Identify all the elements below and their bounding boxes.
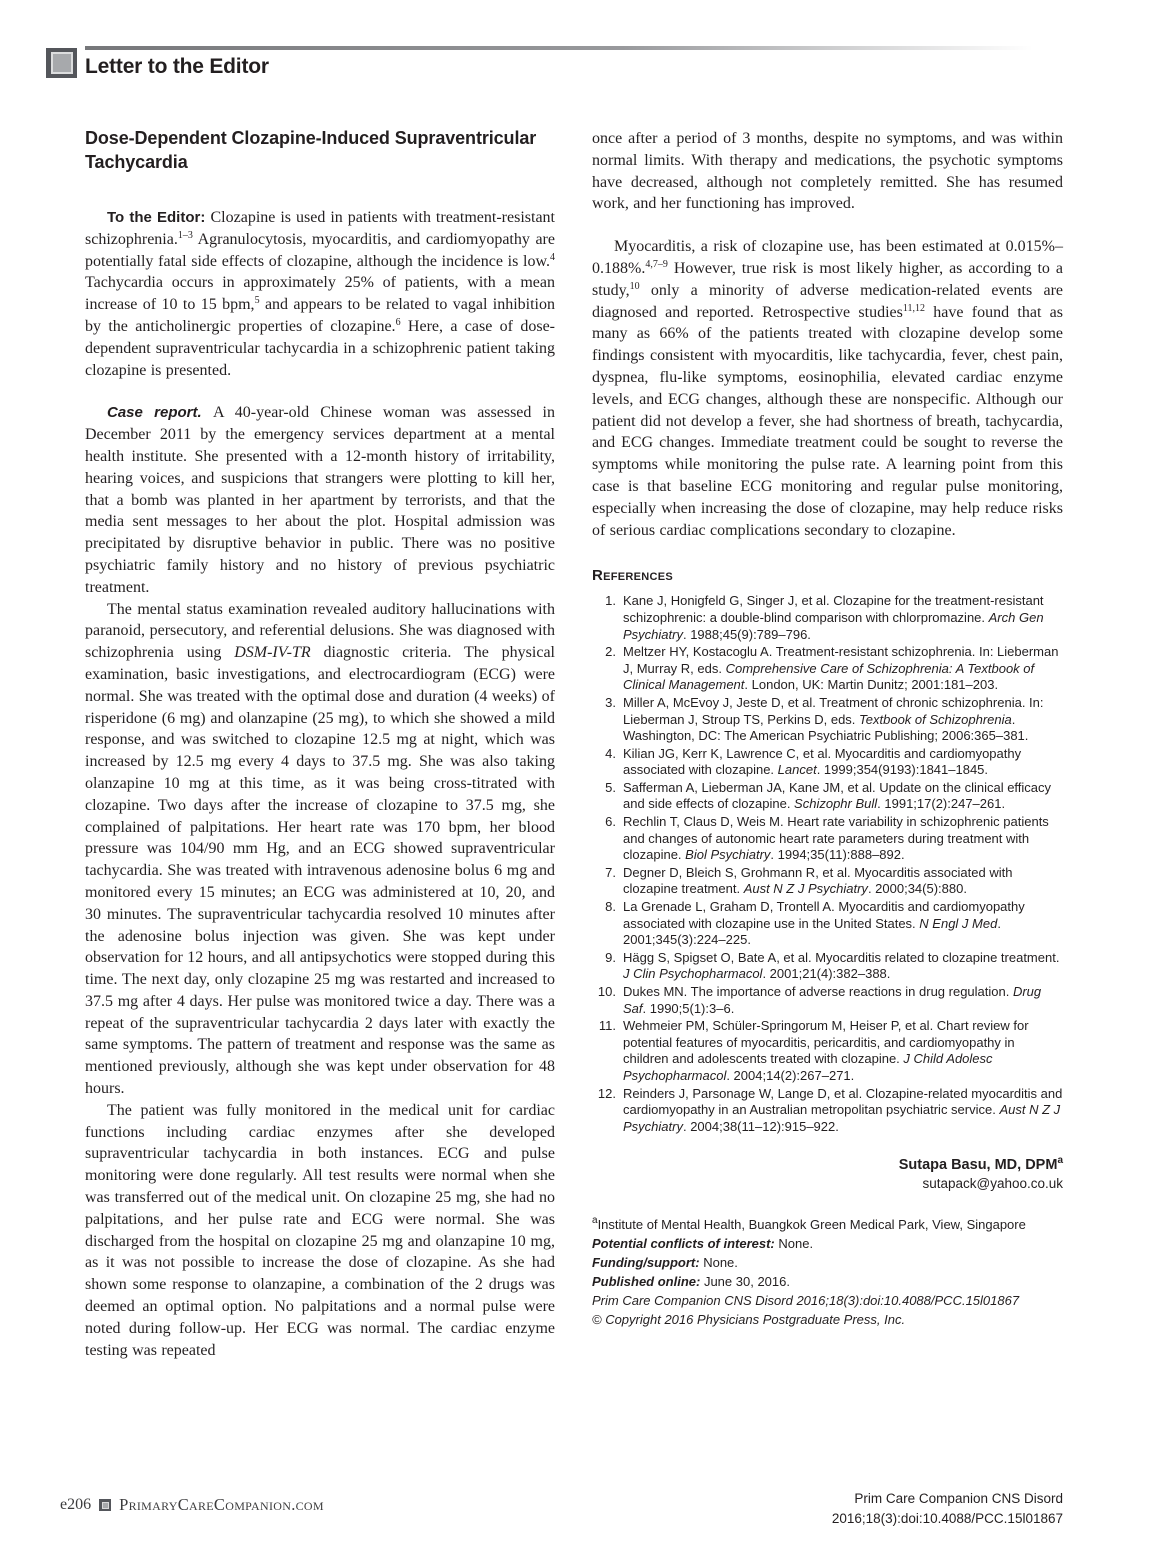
reference-text: Safferman A, Lieberman JA, Kane JM, et al. Update on the clinical efficacy and side effects of clozapine. Schizophr Bull. 1991;17(2):247–261.: [623, 779, 1052, 812]
paragraph-case-report: Case report. A 40-year-old Chinese woman was assessed in December 2011 by the emergency services department at a mental health institute. She presented with a 12-month history of irritability, hearing voices, and suspicions that strangers were plotting to kill her, that a bomb was planted in her apartment by terrorists, and that the media sent messages to her about the plot. Hospital admission was precipitated by disruptive behavior in public. There was no positive psychiatric family history and no history of previous psychiatric treatment.: [85, 404, 555, 596]
reference-text: Meltzer HY, Kostacoglu A. Treatment-resistant schizophrenia. In: Lieberman J, Murray R, eds. Comprehensive Care of Schizophrenia: A Textbook of Clinical Management. London, UK: Martin Dunitz; 2001:181–203.: [623, 644, 1059, 693]
reference-text: Degner D, Bleich S, Grohmann R, et al. Myocarditis associated with clozapine treatment. Aust N Z J Psychiatry. 2000;34(5):880.: [623, 864, 1013, 897]
reference-number: 10.: [597, 984, 616, 999]
reference-number: 11.: [598, 1018, 616, 1034]
paragraph-mental-status: The mental status examination revealed auditory hallucinations with paranoid, persecutory, and referential delusions. She was diagnosed with schizophrenia using DSM-IV-TR diagnostic criteria. The physical examination, basic investigations, and electrocardiogram (ECG) were normal. She was treated with the optimal dose and duration (4 weeks) of risperidone (6 mg) and olanzapine (25 mg), to which she showed a mild response, and was switched to clozapine 12.5 mg at night, which was increased by 12.5 mg every 4 days to 37.5 mg. She was also taking olanzapine 10 mg at this time, as it was being cross-titrated with clozapine. Two days after the increase of clozapine to 37.5 mg, she complained of palpitations. Her heart rate was 170 bpm, her blood pressure was 104/90 mm Hg, and an ECG showed supraventricular tachycardia. She was treated with intravenous adenosine bolus 6 mg and monitored every 15 minutes; an ECG was administered at 10, 20, and 30 minutes. The supraventricular tachycardia resolved 10 minutes after the adenosine bolus injection was given. She was kept under observation for 12 hours, and all antipsychotics were stopped during this time. The next day, only clozapine 25 mg was restarted and increased to 37.5 mg after 4 days. Her pulse was monitored twice a day. There was a repeat of the supraventricular tachycardia 2 days later with exactly the same symptoms. The pattern of treatment and response was the same as mentioned previously, although she was kept under observation for 48 hours.: [85, 600, 555, 1098]
footer-journal-name: Prim Care Companion CNS Disord: [854, 1491, 1063, 1506]
footer-square-icon: [99, 1499, 111, 1511]
reference-text: Kane J, Honigfeld G, Singer J, et al. Clozapine for the treatment-resistant schizophrenic: a double-blind comparison with chlorpromazine. Arch Gen Psychiatry. 1988;45(9):789–796.: [623, 593, 1044, 642]
reference-text: Kilian JG, Kerr K, Lawrence C, et al. Myocarditis and cardiomyopathy associated with clozapine. Lancet. 1999;354(9193):1841–1845.: [623, 745, 1022, 778]
reference-item: [592, 695, 1063, 745]
reference-item: [592, 593, 1063, 643]
references-heading: References: [592, 567, 674, 585]
author-name: Sutapa Basu, MD, DPM$^a$: [898, 1155, 1063, 1174]
reference-number: 8.: [605, 899, 616, 915]
right-column: [592, 128, 1063, 1329]
references-list: [592, 593, 1063, 1135]
footnote-citation: Prim Care Companion CNS Disord 2016;18(3):doi:10.4088/PCC.15l01867: [592, 1293, 1020, 1309]
reference-text: Wehmeier PM, Schüler-Springorum M, Heiser P, et al. Chart review for potential features of myocarditis, pericarditis, and cardiomyopathy in children and adolescents treated with clozapine. J Child Adolesc Psychopharmacol. 2004;14(2):267–271.: [623, 1018, 1029, 1083]
reference-item: [592, 644, 1063, 694]
author-email: sutapack@yahoo.co.uk: [922, 1176, 1063, 1192]
footer-left: [60, 1495, 324, 1515]
reference-item: [592, 746, 1063, 779]
left-column: [85, 126, 555, 1361]
reference-number: 3.: [605, 694, 616, 710]
footer-page-number: e206: [60, 1496, 92, 1513]
reference-item: [592, 1018, 1063, 1084]
reference-number: 6.: [605, 814, 616, 830]
reference-item: [592, 899, 1063, 949]
reference-number: 7.: [605, 864, 616, 880]
article-title: Dose-Dependent Clozapine-Induced Supraventricular Tachycardia: [85, 128, 537, 172]
reference-number: 5.: [605, 779, 616, 795]
reference-number: 9.: [605, 949, 616, 965]
reference-item: [592, 865, 1063, 898]
reference-text: Rechlin T, Claus D, Weis M. Heart rate variability in schizophrenic patients and changes of autonomic heart rate parameters during treatment with clozapine. Biol Psychiatry. 1994;35(11):888–892.: [623, 814, 1049, 863]
reference-item: [592, 950, 1063, 983]
paragraph-continuation: once after a period of 3 months, despite no symptoms, and was within normal limits. With therapy and medications, the psychotic symptoms have decreased, although not completely remitted. She has resumed work, and her functioning has improved.: [592, 130, 1063, 213]
reference-text: Reinders J, Parsonage W, Lange D, et al. Clozapine-related myocarditis and cardiomyopathy in an Australian metropolitan psychiatric service. Aust N Z J Psychiatry. 2004;38(11–12):915–922.: [623, 1085, 1063, 1134]
reference-number: 12.: [597, 1085, 616, 1101]
footnote-affiliation: $^a$Institute of Mental Health, Buangkok Green Medical Park, View, Singapore: [592, 1215, 1026, 1233]
reference-number: 4.: [605, 745, 616, 761]
reference-text: Dukes MN. The importance of adverse reactions in drug regulation. Drug Saf. 1990;5(1):3–6.: [623, 984, 1042, 1016]
footnote-conflicts: Potential conflicts of interest: None.: [592, 1236, 814, 1252]
footer-square-icon-inner: [102, 1502, 109, 1509]
footnote-funding: Funding/support: None.: [592, 1255, 738, 1271]
author-block: [592, 1157, 1063, 1191]
footer-site-name: PrimaryCareCompanion.com: [119, 1495, 324, 1514]
reference-number: 1.: [605, 593, 616, 609]
footnote-copyright: © Copyright 2016 Physicians Postgraduate Press, Inc.: [592, 1312, 906, 1328]
reference-text: La Grenade L, Graham D, Trontell A. Myocarditis and cardiomyopathy associated with clozapine use in the United States. N Engl J Med. 2001;345(3):224–225.: [623, 899, 1025, 948]
paragraph-to-the-editor: To the Editor: Clozapine is used in patients with treatment-resistant schizophrenia.$^{1-3}$ Agranulocytosis, myocarditis, and cardiomyopathy are potentially fatal side effects of clozapine, although the incidence is low.$^4$ Tachycardia occurs in approximately 25% of patients, with a mean increase of 10 to 15 bpm,$^5$ and appears to be related to vagal inhibition by the anticholinergic properties of clozapine.$^6$ Here, a case of dose-dependent supraventricular tachycardia in a schizophrenic patient taking clozapine is presented.: [85, 209, 555, 379]
reference-item: [592, 780, 1063, 813]
footnote-published-online: Published online: June 30, 2016.: [592, 1274, 790, 1290]
reference-text: Miller A, McEvoy J, Jeste D, et al. Treatment of chronic schizophrenia. In: Lieberman J, Stroup TS, Perkins D, eds. Textbook of Schizophrenia. Washington, DC: The American Psychiatric Publishing; 2006:365–381.: [623, 694, 1044, 744]
paragraph-myocarditis-risk: Myocarditis, a risk of clozapine use, has been estimated at 0.015%–0.188%.$^{4,7-9}$ However, true risk is most likely higher, as according to a study,$^{10}$ only a minority of adverse medication-related events are diagnosed and reported. Retrospective studies$^{11,12}$ have found that as many as 66% of the patients treated with clozapine develop some findings consistent with myocarditis, like tachycardia, fever, chest pain, dyspnea, flu-like symptoms, eosinophilia, elevated cardiac enzyme levels, and ECG changes, although these are nonspecific. Although our patient did not develop a fever, she had shortness of breath, tachycardia, and ECG changes. Immediate treatment could be sought to reverse the symptoms while monitoring the pulse rate. A learning point from this case is that baseline ECG monitoring and regular pulse monitoring, especially when increasing the dose of clozapine, may help reduce risks of serious cardiac complications secondary to clozapine.: [592, 238, 1064, 539]
article-footnotes: [592, 1215, 1063, 1329]
section-marker-icon: [46, 48, 77, 78]
section-label: Letter to the Editor: [85, 55, 269, 78]
section-marker-icon-inner: [51, 52, 73, 74]
footer-journal-info: [832, 1489, 1063, 1529]
reference-number: 2.: [605, 644, 616, 660]
reference-item: [592, 984, 1063, 1017]
footer-doi: 2016;18(3):doi:10.4088/PCC.15l01867: [831, 1511, 1063, 1526]
paragraph-monitoring: The patient was fully monitored in the medical unit for cardiac functions including cardiac enzymes after she developed supraventricular tachycardia in both instances. ECG and pulse monitoring were done regularly. All test results were normal when she was transferred out of the medical unit. On clozapine 25 mg, she had no palpitations, and her pulse rate and ECG were normal. She was discharged from the hospital on clozapine 25 mg and olanzapine 10 mg, as it was not possible to increase the dose of clozapine. As she had shown some response to olanzapine, a combination of the 2 drugs was deemed an optimal option. No palpitations and a normal pulse were noted during follow-up. Her ECG was normal. The cardiac enzyme testing was repeated: [85, 1101, 555, 1359]
reference-text: Hägg S, Spigset O, Bate A, et al. Myocarditis related to clozapine treatment. J Clin Psychopharmacol. 2001;21(4):382–388.: [623, 949, 1060, 982]
header-rule: [85, 46, 1062, 50]
reference-item: [592, 814, 1063, 864]
reference-item: [592, 1086, 1063, 1136]
